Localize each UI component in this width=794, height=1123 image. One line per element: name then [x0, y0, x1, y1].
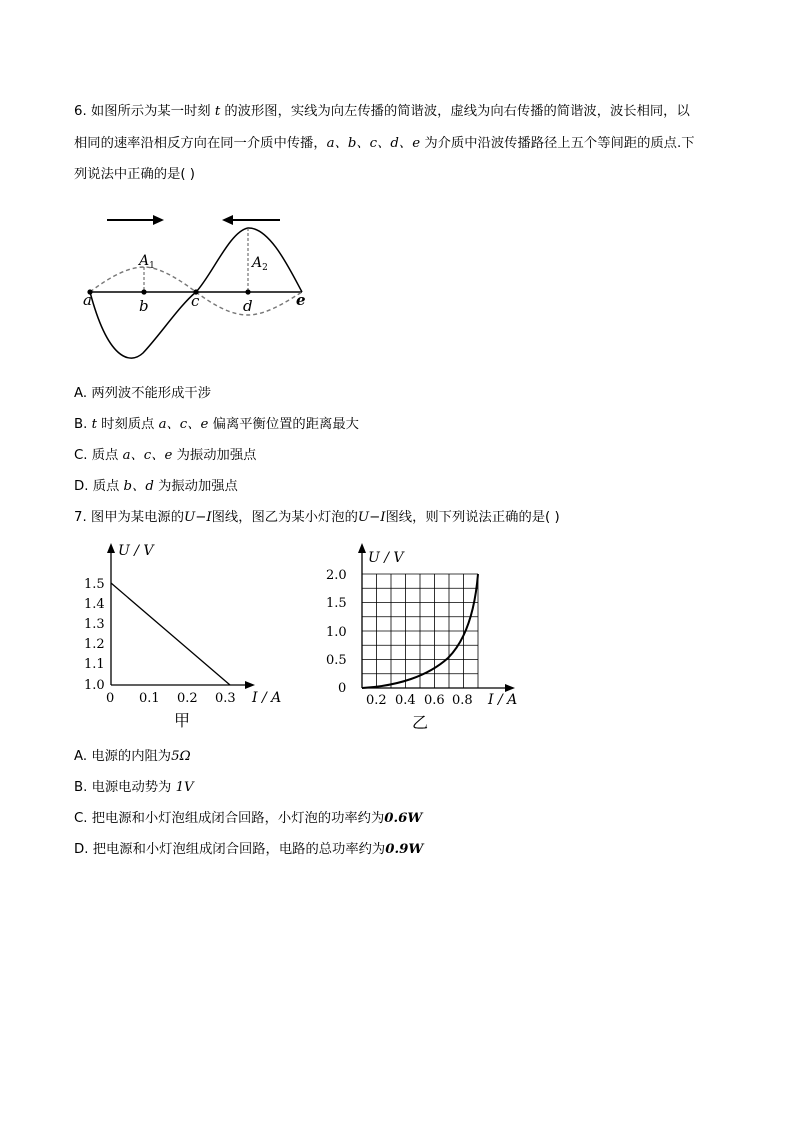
left-arrow-icon	[222, 215, 280, 225]
q7-figure-yi	[318, 540, 528, 735]
yi-xtick: 0.2	[366, 693, 387, 708]
yi-ytick: 2.0	[326, 568, 347, 583]
jia-caption: 甲	[174, 711, 191, 730]
jia-ytick: 1.2	[84, 637, 105, 652]
yi-x-axis-arrow-icon	[505, 684, 515, 692]
q7-option-c: C. 把电源和小灯泡组成闭合回路，小灯泡的功率约为0.6W	[74, 811, 423, 826]
yi-grid	[362, 574, 478, 688]
label-c: c	[191, 292, 200, 310]
yi-ytick: 1.5	[326, 596, 347, 611]
label-d: d	[243, 297, 253, 315]
jia-x-axis-arrow-icon	[245, 681, 255, 689]
jia-ylabel: U / V	[118, 543, 154, 559]
jia-ytick: 1.3	[84, 617, 105, 632]
jia-xlabel: I / A	[252, 690, 282, 706]
q6-option-b: B. t 时刻质点 a、c、e 偏离平衡位置的距离最大	[74, 417, 359, 432]
jia-xtick: 0.1	[139, 691, 160, 706]
q6-option-c: C. 质点 a、c、e 为振动加强点	[74, 448, 257, 463]
yi-xlabel: I / A	[488, 692, 518, 708]
right-arrow-icon	[107, 215, 164, 225]
label-a: a	[83, 291, 92, 309]
q7-option-a: A. 电源的内阻为5Ω	[74, 749, 191, 764]
q6-line3: 列说法中正确的是( )	[74, 167, 195, 182]
q6-time-var: t	[214, 104, 221, 119]
q6-stem-line-3	[74, 166, 195, 184]
q6-line1-pre: 6. 如图所示为某一时刻	[74, 104, 215, 119]
jia-source-line	[111, 583, 230, 685]
label-e: e	[296, 291, 306, 309]
yi-ytick: 1.0	[326, 625, 347, 640]
q6-option-d: D. 质点 b、d 为振动加强点	[74, 479, 238, 494]
jia-ytick: 1.0	[84, 678, 105, 693]
point-d	[245, 289, 250, 294]
yi-ytick: 0.5	[326, 653, 347, 668]
q6-line1-post: 的波形图，实线为向左传播的简谐波，虚线为向右传播的简谐波，波长相同，以	[220, 104, 690, 119]
q6-points-vars: a、b、c、d、e	[326, 136, 421, 151]
q7-option-b: B. 电源电动势为 1V	[74, 780, 194, 795]
yi-xtick: 0.8	[452, 693, 473, 708]
yi-xtick: 0.6	[424, 693, 445, 708]
yi-xtick: 0.4	[395, 693, 416, 708]
jia-xtick: 0.3	[215, 691, 236, 706]
jia-ytick: 1.1	[84, 657, 105, 672]
jia-ytick: 1.4	[84, 597, 105, 612]
q6-stem-line-1	[74, 103, 690, 121]
yi-caption: 乙	[412, 713, 429, 732]
jia-ytick: 1.5	[84, 577, 105, 592]
jia-y-axis-arrow-icon	[107, 543, 115, 553]
q7-option-d: D. 把电源和小灯泡组成闭合回路，电路的总功率约为0.9W	[74, 842, 424, 857]
q7-stem: 7. 图甲为某电源的U−I图线，图乙为某小灯泡的U−I图线，则下列说法正确的是( )	[74, 510, 560, 525]
q6-stem-line-2	[74, 135, 695, 153]
q6-option-a: A. 两列波不能形成干涉	[74, 386, 211, 401]
label-a2: $A_2$	[252, 255, 268, 273]
q6-line2-pre: 相同的速率沿相反方向在同一介质中传播，	[74, 136, 327, 151]
q6-wave-figure	[80, 205, 312, 363]
label-b: b	[139, 297, 149, 315]
point-b	[141, 289, 146, 294]
jia-xtick: 0.2	[177, 691, 198, 706]
yi-y-axis-arrow-icon	[358, 543, 366, 553]
jia-xtick: 0	[106, 691, 115, 706]
q6-line2-post: 为介质中沿波传播路径上五个等间距的质点.下	[420, 136, 695, 151]
q7-figure-jia	[78, 540, 298, 735]
label-a1: $A_1$	[139, 253, 155, 271]
yi-ytick: 0	[338, 681, 347, 696]
yi-ylabel: U / V	[368, 550, 404, 566]
